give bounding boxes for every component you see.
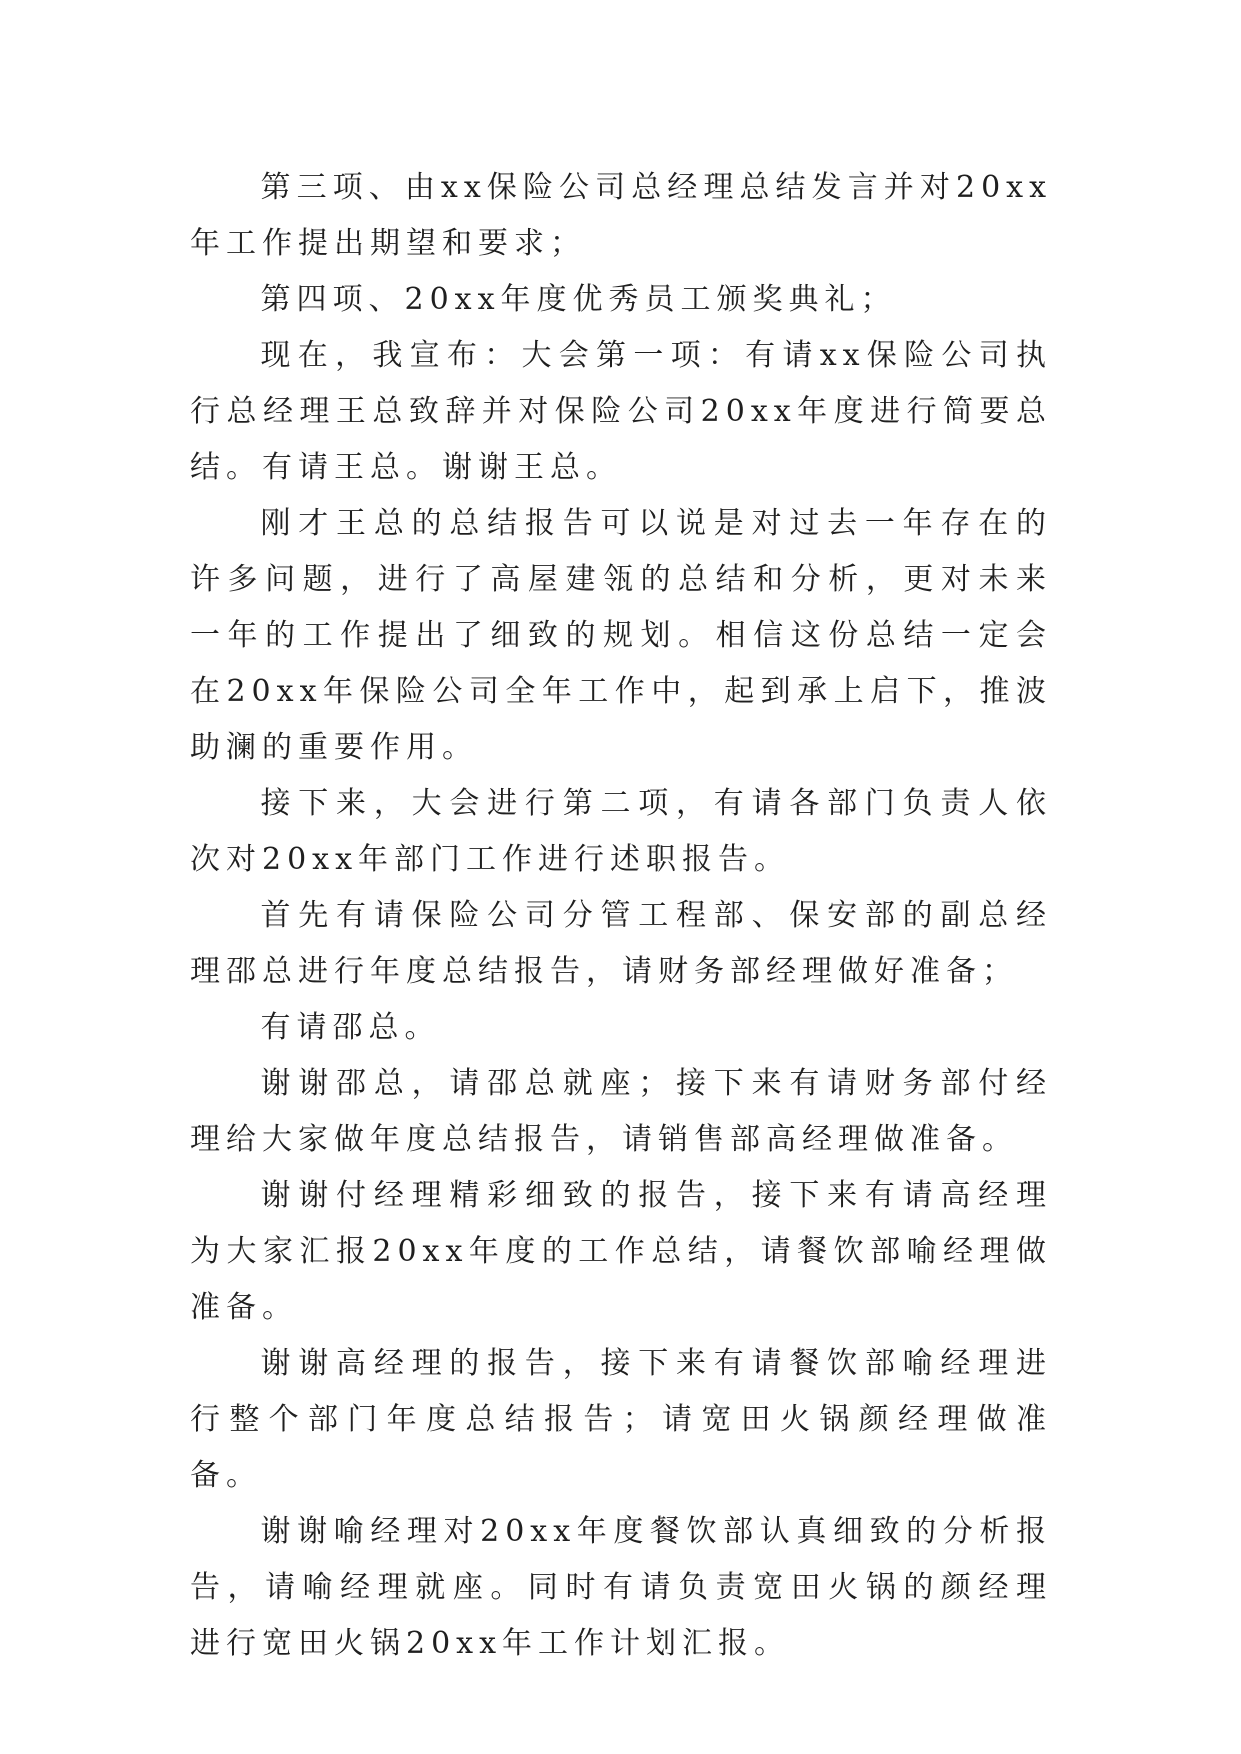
paragraph-4: 刚才王总的总结报告可以说是对过去一年存在的许多问题，进行了高屋建瓴的总结和分析，更对未来一年的工作提出了细致的规划。相信这份总结一定会在20xx年保险公司全年工作中，起到承上启下，推波助澜的重要作用。 — [190, 506, 1052, 765]
paragraph-2: 第四项、20xx年度优秀员工颁奖典礼； — [260, 282, 897, 317]
paragraph-3: 现在，我宣布：大会第一项：有请xx保险公司执行总经理王总致辞并对保险公司20xx年度进行简要总结。有请王总。谢谢王总。 — [190, 338, 1052, 485]
paragraph-7: 有请邵总。 — [260, 1010, 441, 1045]
paragraph-6: 首先有请保险公司分管工程部、保安部的副总经理邵总进行年度总结报告，请财务部经理做好准备； — [190, 898, 1052, 989]
paragraph-5: 接下来，大会进行第二项，有请各部门负责人依次对20xx年部门工作进行述职报告。 — [190, 786, 1052, 877]
paragraph-11: 谢谢喻经理对20xx年度餐饮部认真细致的分析报告，请喻经理就座。同时有请负责宽田火锅的颜经理进行宽田火锅20xx年工作计划汇报。 — [190, 1514, 1052, 1661]
paragraph-1: 第三项、由xx保险公司总经理总结发言并对20xx年工作提出期望和要求； — [190, 170, 1052, 261]
paragraph-10: 谢谢高经理的报告，接下来有请餐饮部喻经理进行整个部门年度总结报告；请宽田火锅颜经理做准备。 — [190, 1346, 1052, 1493]
paragraph-8: 谢谢邵总，请邵总就座；接下来有请财务部付经理给大家做年度总结报告，请销售部高经理做准备。 — [190, 1066, 1052, 1157]
paragraph-9: 谢谢付经理精彩细致的报告，接下来有请高经理为大家汇报20xx年度的工作总结，请餐饮部喻经理做准备。 — [190, 1178, 1052, 1325]
document-body — [190, 160, 1052, 1672]
